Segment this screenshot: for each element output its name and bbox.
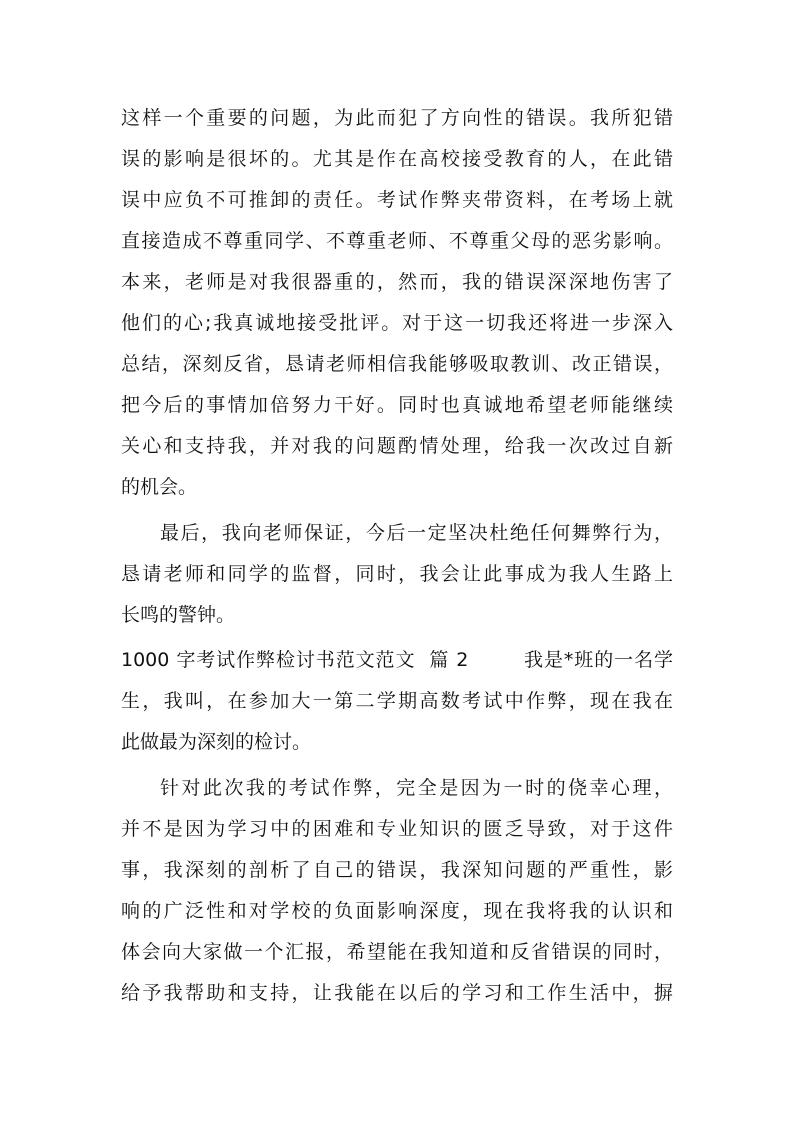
text-line: 这样一个重要的问题，为此而犯了方向性的错误。我所犯错	[121, 107, 673, 129]
section-heading-line: 1000 字考试作弊检讨书范文范文 篇 2 我是*班的一名学	[121, 649, 673, 671]
text-line: 并不是因为学习中的困难和专业知识的匮乏导致，对于这件	[121, 818, 673, 840]
text-line: 恳请老师和同学的监督，同时，我会让此事成为我人生路上	[121, 563, 673, 585]
text-line: 把今后的事情加倍努力干好。同时也真诚地希望老师能继续	[121, 394, 673, 416]
text-line: 本来，老师是对我很器重的，然而，我的错误深深地伤害了	[121, 271, 673, 293]
text-line: 此做最为深刻的检讨。	[121, 731, 312, 753]
text-line: 给予我帮助和支持，让我能在以后的学习和工作生活中，摒	[121, 982, 673, 1004]
text-line: 体会向大家做一个汇报，希望能在我知道和反省错误的同时，	[121, 941, 673, 963]
text-line: 的机会。	[121, 476, 198, 498]
text-line: 最后，我向老师保证，今后一定坚决杜绝任何舞弊行为，	[160, 522, 673, 544]
text-line: 总结，深刻反省，恳请老师相信我能够吸取教训、改正错误，	[121, 353, 673, 375]
text-line: 误的影响是很坏的。尤其是作在高校接受教育的人，在此错	[121, 148, 673, 170]
text-line: 关心和支持我，并对我的问题酌情处理，给我一次改过自新	[121, 435, 673, 457]
text-line: 他们的心;我真诚地接受批评。对于这一切我还将进一步深入	[121, 312, 673, 334]
text-line: 针对此次我的考试作弊，完全是因为一时的侥幸心理，	[160, 777, 673, 799]
text-line: 长鸣的警钟。	[121, 604, 236, 626]
text-line: 生，我叫，在参加大一第二学期高数考试中作弊，现在我在	[121, 690, 673, 712]
text-line: 事，我深刻的剖析了自己的错误，我深知问题的严重性，影	[121, 859, 673, 881]
text-line: 响的广泛性和对学校的负面影响深度，现在我将我的认识和	[121, 900, 673, 922]
text-line: 直接造成不尊重同学、不尊重老师、不尊重父母的恶劣影响。	[121, 230, 673, 252]
text-line: 误中应负不可推卸的责任。考试作弊夹带资料，在考场上就	[121, 189, 673, 211]
